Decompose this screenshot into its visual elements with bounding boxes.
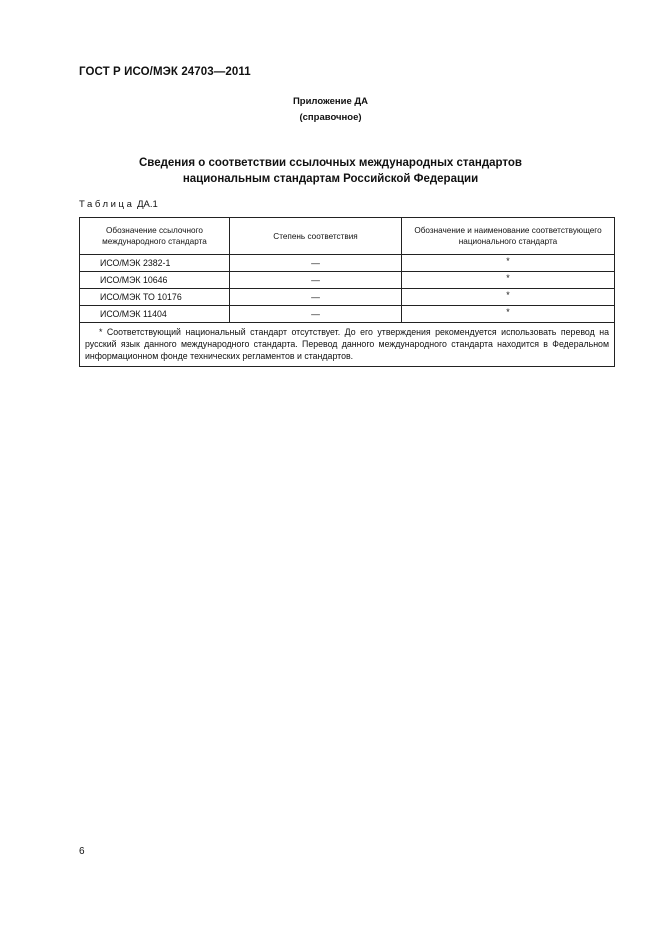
- cell-degree: —: [230, 306, 402, 323]
- cell-standard: ИСО/МЭК 10646: [80, 272, 230, 289]
- table-row: [80, 272, 615, 289]
- column-header-degree: Степень соответствия: [230, 218, 402, 255]
- cell-standard: ИСО/МЭК 2382-1: [80, 255, 230, 272]
- cell-national: *: [402, 272, 615, 289]
- standards-correspondence-table: [79, 217, 615, 367]
- table-caption-word: Таблица: [79, 199, 135, 210]
- cell-degree: —: [230, 289, 402, 306]
- table-caption-number: ДА.1: [137, 199, 158, 210]
- cell-standard: ИСО/МЭК 11404: [80, 306, 230, 323]
- table-caption: [79, 199, 158, 210]
- section-title-line-1: Сведения о соответствии ссылочных международных стандартов: [138, 157, 522, 169]
- column-header-standard: Обозначение ссылочного международного стандарта: [80, 218, 230, 255]
- page-number: 6: [79, 846, 85, 857]
- section-title-line-2: национальным стандартам Российской Федерации: [182, 173, 479, 185]
- table-row: [80, 289, 615, 306]
- appendix-title: Приложение ДА: [292, 96, 369, 107]
- table-row: [80, 306, 615, 323]
- cell-national: *: [402, 255, 615, 272]
- section-title: [0, 155, 661, 187]
- document-header: ГОСТ Р ИСО/МЭК 24703—2011: [79, 66, 251, 78]
- cell-national: *: [402, 289, 615, 306]
- cell-national: *: [402, 306, 615, 323]
- cell-standard: ИСО/МЭК ТО 10176: [80, 289, 230, 306]
- table-footnote-row: [80, 323, 615, 367]
- table-row: [80, 255, 615, 272]
- table-footnote: * Соответствующий национальный стандарт отсутствует. До его утверждения рекомендуется использовать перевод на русский язык данного международного стандарта. Перевод данного международного стандарта находится в Федеральном информационном фонде технических регламентов и стандартов.: [80, 323, 615, 367]
- column-header-national: Обозначение и наименование соответствующего национального стандарта: [402, 218, 615, 255]
- appendix-type: (справочное): [299, 112, 362, 123]
- table-header-row: [80, 218, 615, 255]
- cell-degree: —: [230, 272, 402, 289]
- cell-degree: —: [230, 255, 402, 272]
